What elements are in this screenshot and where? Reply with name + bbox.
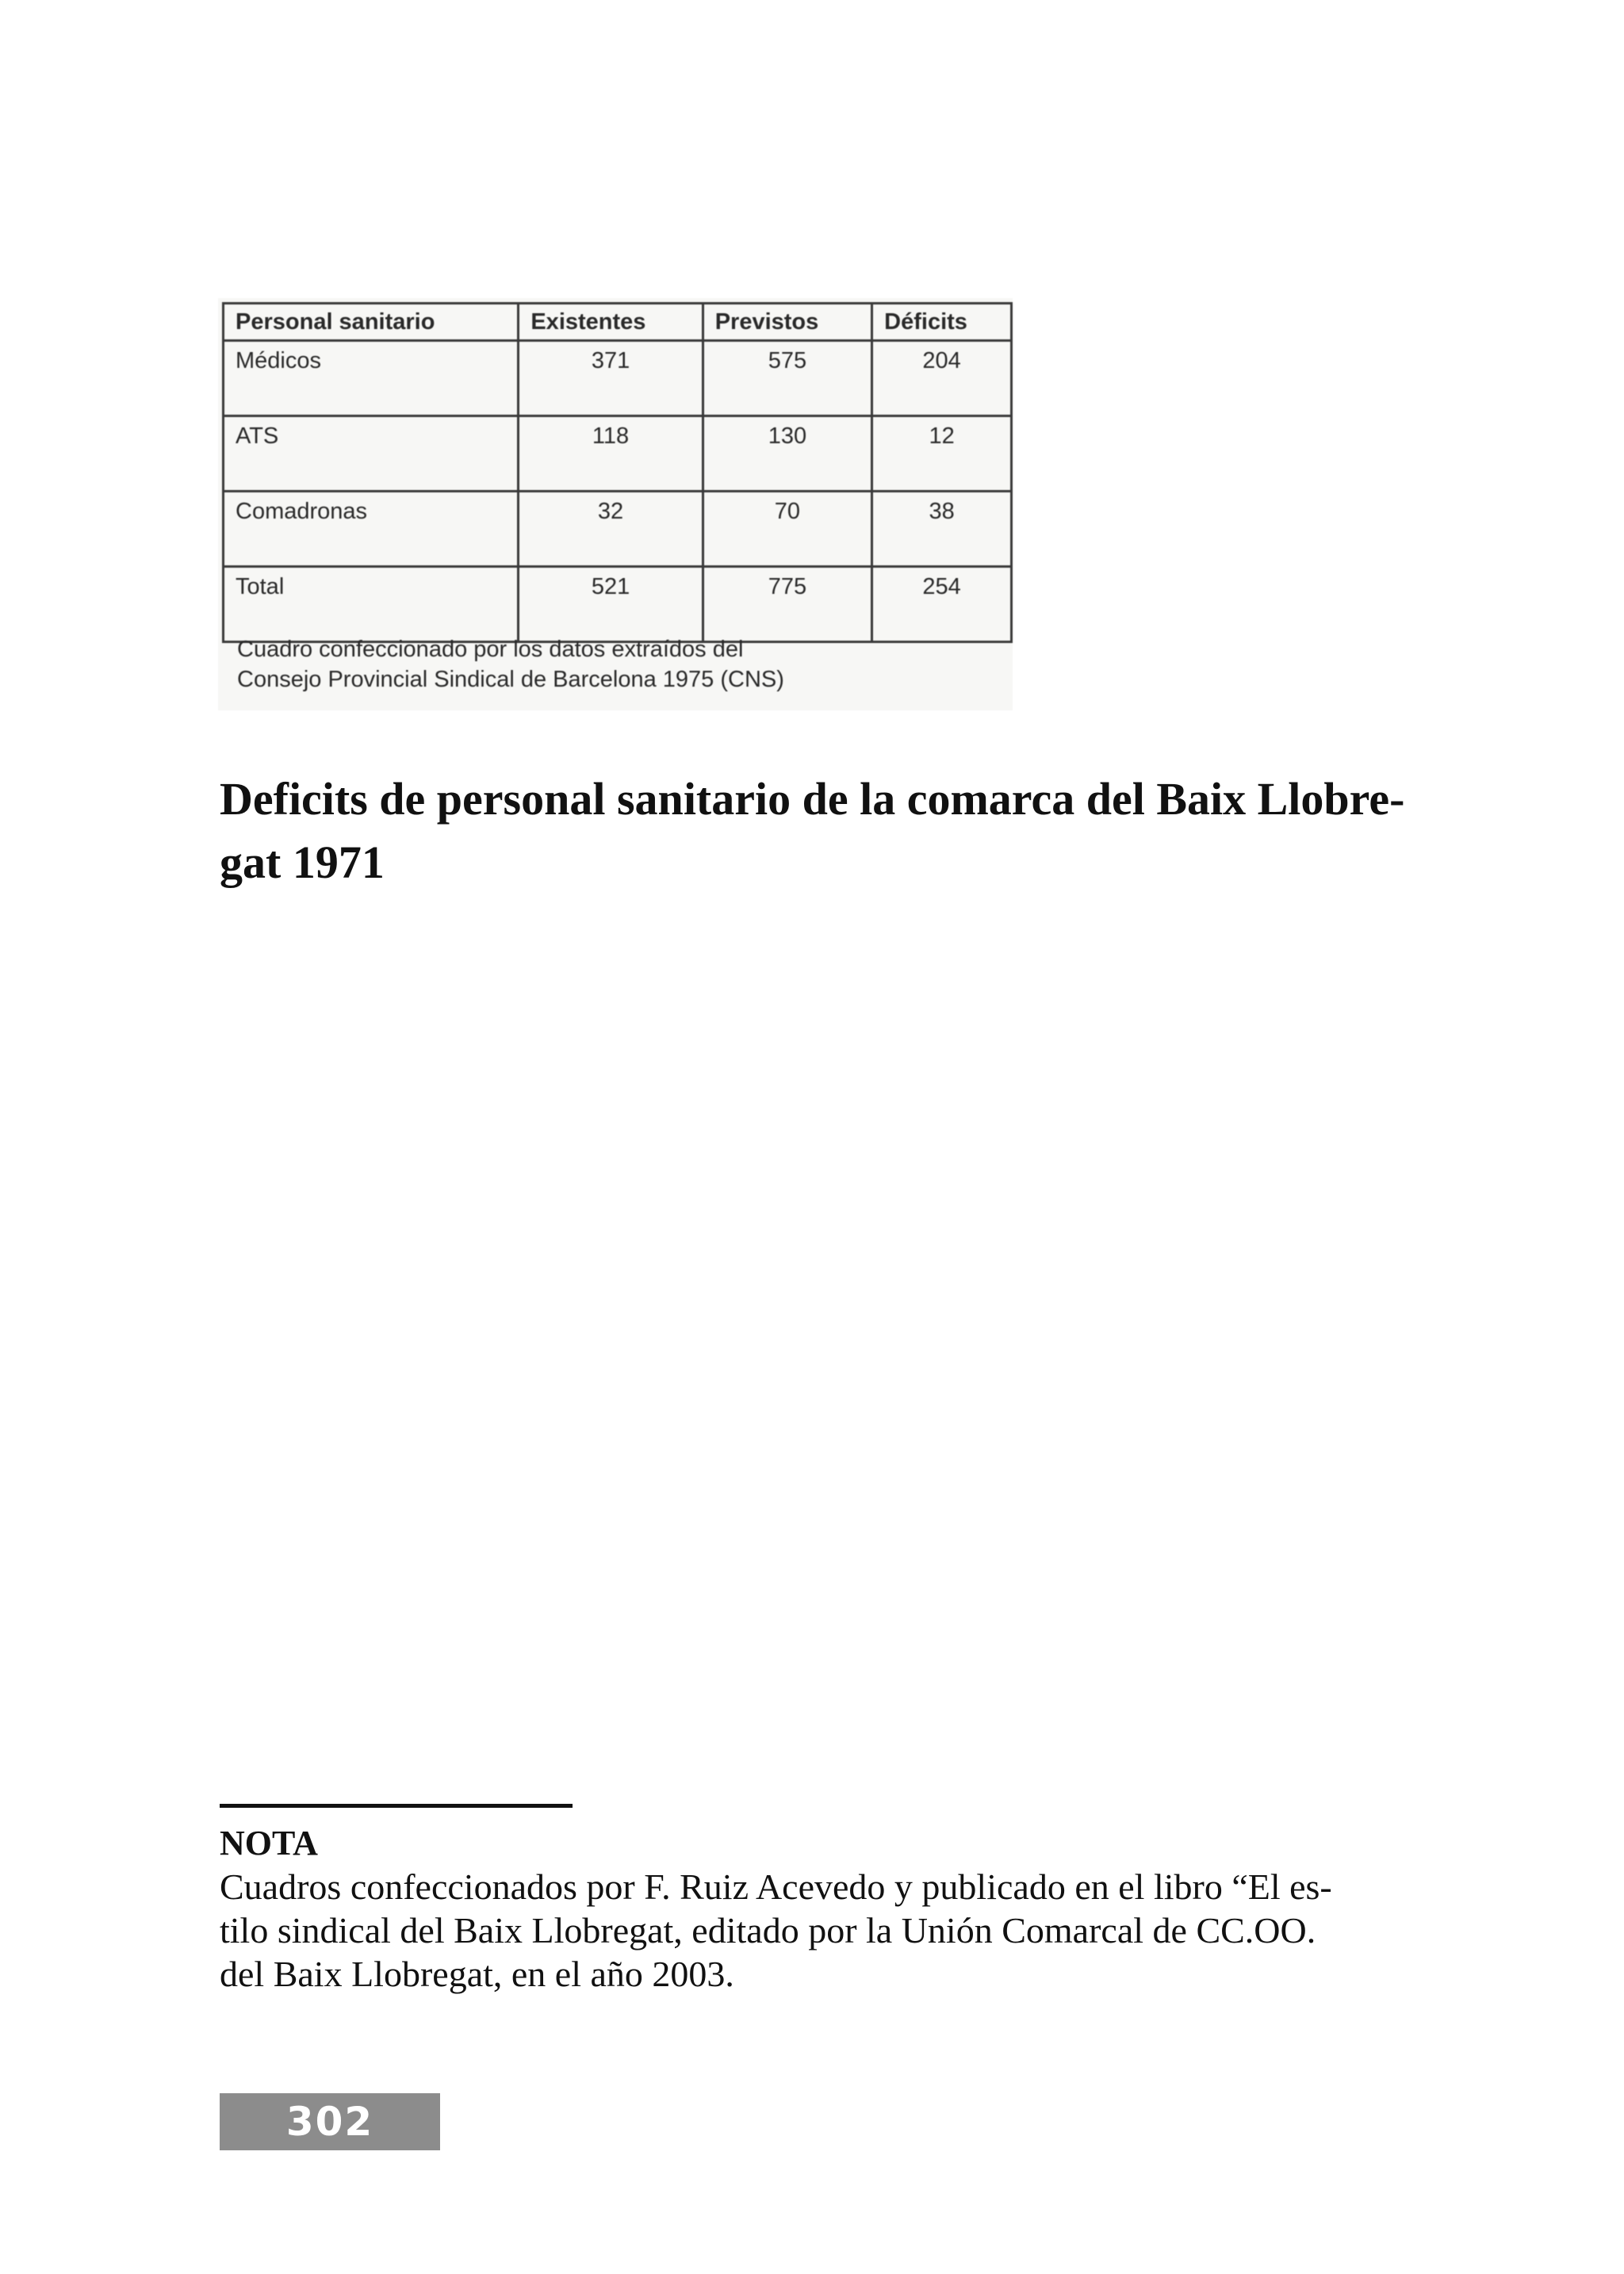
table-cell: 130	[703, 416, 871, 492]
column-header: Personal sanitario	[224, 304, 519, 341]
footnote-divider	[220, 1804, 573, 1808]
personal-sanitario-table	[222, 302, 1013, 643]
table-cell: 38	[872, 492, 1012, 567]
footnote-line: Cuadros confeccionados por F. Ruiz Acevedo y publicado en el libro “El es-	[220, 1866, 1332, 1907]
column-header: Existentes	[519, 304, 703, 341]
table-cell: Total	[224, 567, 519, 642]
page-number: 302	[220, 2093, 440, 2150]
table-cell: 204	[872, 341, 1012, 416]
section-heading	[220, 768, 1504, 894]
footnote-text	[220, 1865, 1504, 1996]
footnote-title: NOTA	[220, 1824, 318, 1862]
table-cell: 118	[519, 416, 703, 492]
caption-line: Consejo Provincial Sindical de Barcelona 1975 (CNS)	[237, 667, 784, 692]
table-cell: Comadronas	[224, 492, 519, 567]
table-cell: 521	[519, 567, 703, 642]
table-row	[224, 416, 1012, 492]
caption-line: Cuadro confeccionado por los datos extraídos del	[237, 637, 744, 662]
table-cell: 12	[872, 416, 1012, 492]
footnote-line: del Baix Llobregat, en el año 2003.	[220, 1954, 734, 1994]
column-header: Previstos	[703, 304, 871, 341]
table-cell: 70	[703, 492, 871, 567]
table-cell: 32	[519, 492, 703, 567]
table-header-row	[224, 304, 1012, 341]
table-source-caption	[237, 634, 998, 695]
table-cell: 371	[519, 341, 703, 416]
table-cell: ATS	[224, 416, 519, 492]
table-cell: 254	[872, 567, 1012, 642]
table-cell: 575	[703, 341, 871, 416]
table-row	[224, 341, 1012, 416]
heading-line: Deficits de personal sanitario de la comarca del Baix Llobre-	[220, 773, 1405, 825]
table-cell: Médicos	[224, 341, 519, 416]
table-cell: 775	[703, 567, 871, 642]
table-row	[224, 492, 1012, 567]
table-row-total	[224, 567, 1012, 642]
footnote-line: tilo sindical del Baix Llobregat, editado por la Unión Comarcal de CC.OO.	[220, 1910, 1316, 1951]
heading-line: gat 1971	[220, 836, 385, 888]
column-header: Déficits	[872, 304, 1012, 341]
scanned-table-image	[218, 298, 1013, 710]
